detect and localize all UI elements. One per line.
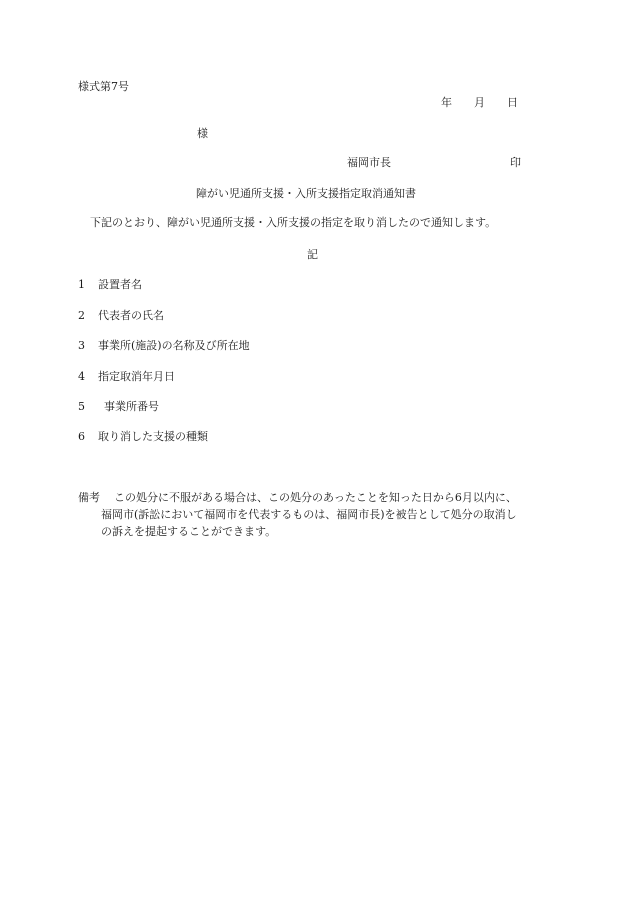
date-month: 月 (474, 96, 485, 109)
remarks-line: 福岡市(訴訟において福岡市を代表するものは、福岡市長)を被告として処分の取消し (101, 508, 517, 521)
date-line (441, 96, 518, 109)
list-item (78, 309, 164, 322)
ki-heading: 記 (307, 248, 318, 261)
list-item (78, 278, 142, 291)
form-number: 様式第7号 (78, 80, 129, 93)
item-label: 事業所(施設)の名称及び所在地 (98, 339, 250, 352)
item-label: 設置者名 (98, 278, 142, 291)
item-label: 代表者の氏名 (98, 309, 164, 322)
list-item (78, 400, 159, 413)
item-number: 1 (78, 278, 85, 291)
body-text: 下記のとおり、障がい児通所支援・入所支援の指定を取り消したので通知します。 (90, 216, 497, 229)
item-label: 取り消した支援の種類 (98, 430, 208, 443)
sender-title: 福岡市長 (347, 156, 391, 169)
item-number: 5 (78, 400, 85, 413)
addressee-honorific: 様 (197, 127, 208, 140)
remarks-label: 備考 (78, 491, 100, 504)
list-item (78, 430, 208, 443)
seal-mark: 印 (510, 156, 521, 169)
item-number: 4 (78, 370, 85, 383)
remarks-line: の訴えを提起することができます。 (101, 525, 277, 538)
document-title: 障がい児通所支援・入所支援指定取消通知書 (196, 187, 416, 200)
remarks-line: この処分に不服がある場合は、この処分のあったことを知った日から6月以内に、 (114, 491, 517, 504)
item-label: 事業所番号 (104, 400, 159, 413)
date-year: 年 (441, 96, 452, 109)
list-item (78, 370, 175, 383)
item-number: 2 (78, 309, 85, 322)
date-day: 日 (507, 96, 518, 109)
item-number: 3 (78, 339, 85, 352)
item-label: 指定取消年月日 (98, 370, 175, 383)
list-item (78, 339, 250, 352)
item-number: 6 (78, 430, 85, 443)
